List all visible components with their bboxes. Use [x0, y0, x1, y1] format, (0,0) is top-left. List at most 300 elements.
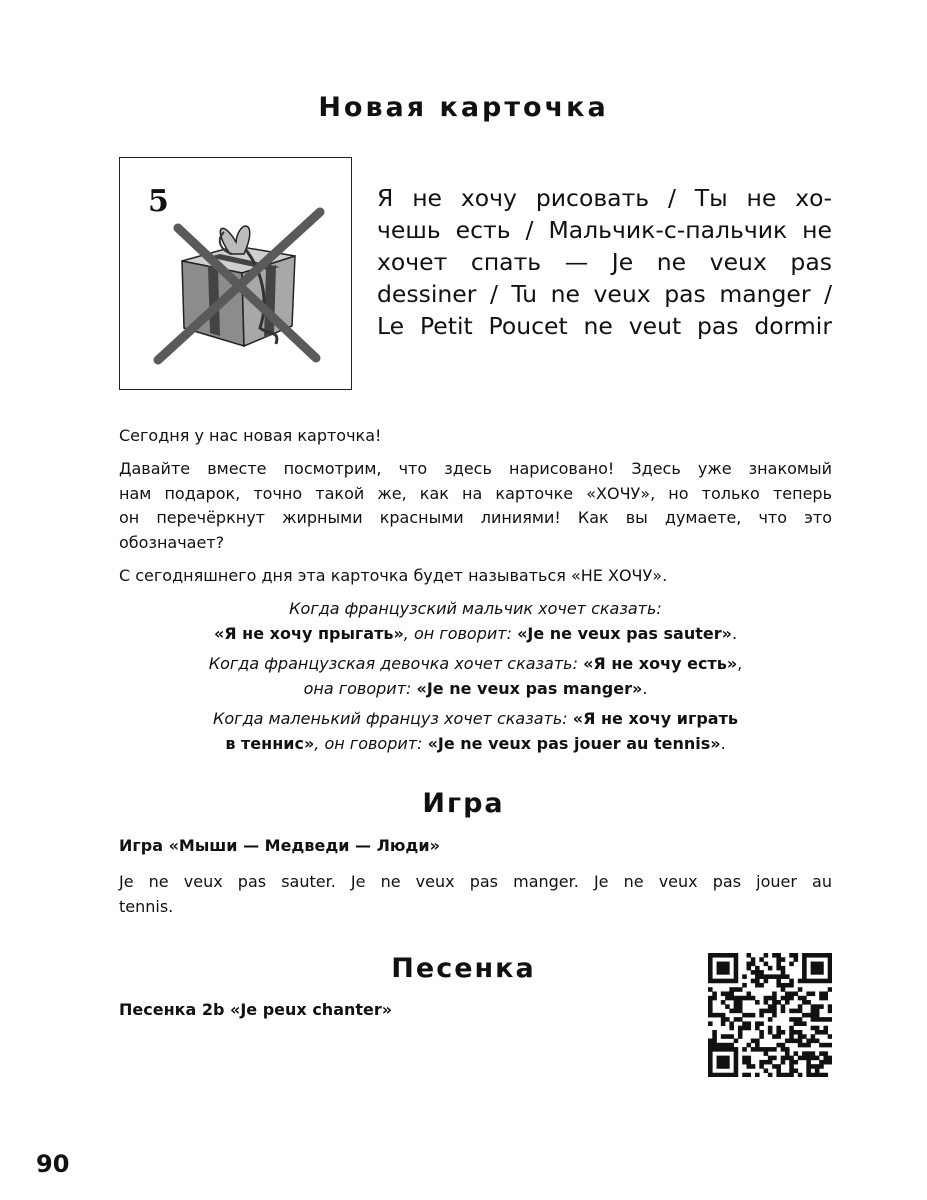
qr-module [828, 1009, 832, 1014]
qr-module [738, 1030, 743, 1035]
qr-module [811, 962, 816, 967]
qr-module [823, 979, 828, 984]
qr-module [712, 996, 717, 1001]
qr-module [776, 983, 781, 988]
paragraph-line: Давайте вместе посмотрим, что здесь нарисовано! Здесь уже знакомый [119, 459, 832, 478]
qr-module [734, 957, 739, 962]
qr-module [725, 966, 730, 971]
qr-module [776, 1030, 781, 1035]
paragraph-line: Je ne veux pas sauter. Je ne veux pas manger. Je ne veux pas jouer au [119, 872, 832, 891]
qr-module [815, 1009, 820, 1014]
qr-module [785, 996, 790, 1001]
qr-module [768, 1026, 773, 1031]
qr-module [828, 962, 832, 967]
qr-module [755, 1000, 760, 1005]
game-name: Игра «Мыши — Медведи — Люди» [119, 836, 440, 855]
qr-module [746, 1064, 751, 1069]
qr-module [755, 1026, 760, 1031]
qr-module [798, 1073, 803, 1077]
qr-module [802, 996, 807, 1001]
qr-module [819, 970, 824, 975]
qr-module [781, 1009, 786, 1014]
qr-module [802, 1056, 807, 1061]
song-name: Песенка 2b «Je peux chanter» [119, 1000, 393, 1019]
qr-module [729, 1047, 734, 1052]
qr-module [708, 1004, 713, 1009]
qr-module [798, 1021, 803, 1026]
intro-paragraph-3: С сегодняшнего дня эта карточка будет называться «НЕ ХОЧУ». [119, 566, 668, 585]
qr-module [734, 979, 739, 984]
qr-module [746, 1026, 751, 1031]
qr-module [742, 1013, 747, 1018]
qr-module [798, 1017, 803, 1022]
qr-module [789, 983, 794, 988]
qr-module [729, 996, 734, 1001]
qr-module [717, 1064, 722, 1069]
qr-module [725, 1064, 730, 1069]
qr-module [708, 1000, 713, 1005]
example-text: , он говорит: [403, 623, 518, 643]
qr-module [776, 953, 781, 958]
qr-module [768, 996, 773, 1001]
qr-module [802, 1000, 807, 1005]
qr-module [785, 991, 790, 996]
qr-module [815, 1068, 820, 1073]
qr-module [772, 1034, 777, 1039]
qr-module [746, 1021, 751, 1026]
qr-module [734, 987, 739, 992]
qr-module [738, 1017, 743, 1022]
qr-module [772, 991, 777, 996]
qr-module [768, 1009, 773, 1014]
qr-module [708, 970, 713, 975]
qr-module [828, 1034, 832, 1039]
qr-module [759, 983, 764, 988]
qr-module [823, 1056, 828, 1061]
qr-module [768, 1017, 773, 1022]
qr-module [819, 1073, 824, 1077]
qr-module [802, 1034, 807, 1039]
qr-module [712, 1043, 717, 1048]
qr-module [768, 1056, 773, 1061]
qr-module [755, 979, 760, 984]
qr-module [712, 1030, 717, 1035]
qr-module [828, 953, 832, 958]
qr-module [785, 1056, 790, 1061]
qr-module [802, 970, 807, 975]
qr-module [729, 1073, 734, 1077]
qr-module [717, 1043, 722, 1048]
example-text: «Je ne veux pas manger» [416, 678, 643, 698]
qr-module [755, 1043, 760, 1048]
qr-module [806, 953, 811, 958]
qr-module [781, 957, 786, 962]
qr-module [717, 979, 722, 984]
qr-module [815, 979, 820, 984]
qr-module [789, 1068, 794, 1073]
qr-module [759, 1009, 764, 1014]
qr-module [819, 1064, 824, 1069]
qr-module [828, 974, 832, 979]
qr-module [772, 974, 777, 979]
qr-module [721, 1000, 726, 1005]
qr-module [755, 1047, 760, 1052]
paragraph-line: нам подарок, точно такой же, как на карточке «ХОЧУ», но только теперь [119, 483, 832, 503]
qr-module [768, 1004, 773, 1009]
qr-module [729, 1009, 734, 1014]
qr-module [729, 1026, 734, 1031]
qr-module [734, 962, 739, 967]
qr-module [746, 991, 751, 996]
qr-module [734, 1068, 739, 1073]
qr-module [802, 979, 807, 984]
qr-module [746, 1073, 751, 1077]
qr-module [764, 974, 769, 979]
qr-module [819, 953, 824, 958]
example-text: «Я не хочу есть» [583, 654, 738, 673]
qr-module [725, 1056, 730, 1061]
qr-module [764, 996, 769, 1001]
qr-module [781, 1073, 786, 1077]
qr-module [721, 1060, 726, 1065]
qr-module [781, 1030, 786, 1035]
crossed-gift-icon [120, 158, 353, 391]
qr-module [708, 1039, 713, 1044]
qr-module [781, 996, 786, 1001]
qr-module [828, 979, 832, 984]
qr-module [734, 966, 739, 971]
qr-module [755, 983, 760, 988]
qr-module [811, 1039, 816, 1044]
qr-module [721, 970, 726, 975]
qr-module [789, 996, 794, 1001]
qr-module [712, 1073, 717, 1077]
qr-module [725, 1017, 730, 1022]
qr-module [789, 979, 794, 984]
qr-module [708, 1064, 713, 1069]
qr-module [746, 1060, 751, 1065]
qr-module [819, 996, 824, 1001]
qr-module [708, 1068, 713, 1073]
qr-module [768, 974, 773, 979]
card-caption [377, 182, 832, 342]
qr-module [815, 1017, 820, 1022]
qr-module [742, 1026, 747, 1031]
qr-module [798, 1030, 803, 1035]
qr-module [802, 962, 807, 967]
qr-module [828, 1004, 832, 1009]
qr-module [721, 1034, 726, 1039]
qr-module [781, 983, 786, 988]
qr-module [789, 1064, 794, 1069]
qr-module [828, 1056, 832, 1061]
qr-module [802, 1021, 807, 1026]
card-caption-line: Le Petit Poucet ne veut pas dormir [377, 312, 832, 340]
card-caption-line: dessiner / Tu ne veux pas manger / [377, 280, 832, 308]
qr-module [819, 1051, 824, 1056]
qr-module [785, 1000, 790, 1005]
qr-module [789, 953, 794, 958]
qr-module [764, 1009, 769, 1014]
qr-module [759, 1013, 764, 1018]
qr-module [789, 1009, 794, 1014]
qr-module [734, 974, 739, 979]
qr-module [802, 1013, 807, 1018]
qr-module [823, 1030, 828, 1035]
qr-module [751, 979, 756, 984]
qr-module [751, 1064, 756, 1069]
qr-module [802, 1051, 807, 1056]
qr-module [802, 966, 807, 971]
qr-module [725, 996, 730, 1001]
qr-module [776, 974, 781, 979]
example-text: . [731, 623, 738, 643]
qr-module [708, 1013, 713, 1018]
qr-module [712, 1034, 717, 1039]
qr-module [776, 1034, 781, 1039]
qr-module [815, 1039, 820, 1044]
qr-module [764, 953, 769, 958]
qr-module [712, 991, 717, 996]
qr-module [746, 962, 751, 967]
qr-module [725, 1034, 730, 1039]
qr-module [828, 1060, 832, 1065]
qr-module [746, 1013, 751, 1018]
qr-module [759, 1034, 764, 1039]
qr-module [721, 1021, 726, 1026]
qr-module [717, 953, 722, 958]
qr-module [815, 1026, 820, 1031]
flashcard [119, 157, 352, 390]
qr-module [789, 1060, 794, 1065]
qr-module [798, 1043, 803, 1048]
qr-module [819, 1043, 824, 1048]
qr-module [806, 1000, 811, 1005]
qr-module [734, 1009, 739, 1014]
qr-module [764, 1060, 769, 1065]
qr-module [789, 1017, 794, 1022]
qr-module [823, 1026, 828, 1031]
qr-module [712, 1039, 717, 1044]
qr-module [794, 1030, 799, 1035]
game-text [119, 870, 832, 919]
qr-module [734, 1000, 739, 1005]
qr-module [721, 953, 726, 958]
qr-module [811, 1013, 816, 1018]
page-title: Новая карточка [318, 92, 609, 123]
qr-module [819, 966, 824, 971]
qr-module [794, 957, 799, 962]
qr-module [781, 1043, 786, 1048]
qr-module [712, 1013, 717, 1018]
qr-module [798, 979, 803, 984]
qr-module [742, 1060, 747, 1065]
qr-module [729, 953, 734, 958]
qr-module [823, 1060, 828, 1065]
qr-module [746, 1056, 751, 1061]
qr-module [789, 991, 794, 996]
qr-module [764, 979, 769, 984]
qr-module [776, 1000, 781, 1005]
qr-module [828, 957, 832, 962]
qr-module [708, 1060, 713, 1065]
qr-module [776, 966, 781, 971]
qr-module [806, 991, 811, 996]
qr-module [772, 1009, 777, 1014]
qr-module [828, 1017, 832, 1022]
qr-module [755, 1021, 760, 1026]
qr-module [794, 1068, 799, 1073]
qr-module [811, 1056, 816, 1061]
qr-module [806, 1013, 811, 1018]
qr-module [768, 1030, 773, 1035]
qr-module [785, 1039, 790, 1044]
qr-module [708, 1009, 713, 1014]
qr-module [755, 966, 760, 971]
paragraph-line: tennis. [119, 896, 174, 916]
qr-module [759, 1047, 764, 1052]
qr-module [819, 979, 824, 984]
qr-module [721, 962, 726, 967]
qr-module [717, 1073, 722, 1077]
qr-module [776, 979, 781, 984]
qr-module [772, 996, 777, 1001]
qr-module [708, 996, 713, 1001]
qr-module [721, 1047, 726, 1052]
qr-module [781, 974, 786, 979]
example-text: «Я не хочу играть [572, 709, 738, 728]
qr-module [828, 1043, 832, 1048]
qr-module [734, 1051, 739, 1056]
card-number: 5 [148, 184, 169, 219]
qr-module [819, 962, 824, 967]
qr-module [759, 1021, 764, 1026]
qr-module [738, 1004, 743, 1009]
qr-module [725, 962, 730, 967]
qr-module [734, 1004, 739, 1009]
qr-module [734, 1073, 739, 1077]
example-text: Когда французская девочка хочет сказать: [208, 654, 584, 673]
qr-module [815, 966, 820, 971]
card-caption-line: чешь есть / Мальчик-с-пальчик не [377, 216, 832, 244]
qr-module [738, 1026, 743, 1031]
example-3 [119, 707, 832, 756]
qr-module [789, 962, 794, 967]
qr-module [794, 1021, 799, 1026]
qr-module [729, 987, 734, 992]
example-text: в теннис» [225, 733, 315, 753]
qr-module [776, 1064, 781, 1069]
qr-module [721, 1064, 726, 1069]
qr-module [708, 1021, 713, 1026]
qr-module [781, 987, 786, 992]
qr-module [742, 1056, 747, 1061]
qr-module [798, 1056, 803, 1061]
example-text: . [642, 678, 648, 698]
paragraph-line: он перечёркнут жирными красными линиями! Как вы думаете, что это [119, 508, 832, 527]
qr-module [751, 1039, 756, 1044]
qr-module [729, 979, 734, 984]
qr-module [806, 979, 811, 984]
qr-module [746, 1043, 751, 1048]
qr-module [725, 991, 730, 996]
qr-module [772, 953, 777, 958]
qr-module [806, 1064, 811, 1069]
qr-module [721, 1017, 726, 1022]
song-heading: Песенка [391, 953, 536, 984]
example-text: она говорит: [303, 678, 417, 698]
qr-module [708, 1073, 713, 1077]
qr-module [828, 966, 832, 971]
qr-module [742, 1073, 747, 1077]
qr-module [712, 979, 717, 984]
qr-module [708, 974, 713, 979]
qr-module [717, 970, 722, 975]
qr-module [717, 1056, 722, 1061]
qr-module [734, 953, 739, 958]
example-text: «Je ne veux pas sauter» [517, 623, 732, 643]
qr-module [768, 1073, 773, 1077]
qr-module [819, 1030, 824, 1035]
qr-module [789, 1056, 794, 1061]
qr-module [759, 974, 764, 979]
qr-module [811, 1009, 816, 1014]
qr-module [811, 991, 816, 996]
qr-module [815, 1073, 820, 1077]
qr-module [734, 1017, 739, 1022]
qr-module [708, 962, 713, 967]
qr-module [708, 953, 713, 958]
qr-module [789, 1034, 794, 1039]
qr-module [768, 966, 773, 971]
qr-module [806, 1043, 811, 1048]
qr-module [781, 1056, 786, 1061]
qr-module [729, 1043, 734, 1048]
qr-module [806, 1073, 811, 1077]
qr-module [811, 953, 816, 958]
qr-module [823, 1073, 828, 1077]
example-text: Когда маленький француз хочет сказать: [213, 709, 573, 728]
qr-module [789, 1030, 794, 1035]
card-caption-line: хочет спать — Je ne veux pas [377, 248, 832, 276]
qr-module [738, 996, 743, 1001]
qr-module [772, 1004, 777, 1009]
qr-module [725, 970, 730, 975]
qr-module [806, 1056, 811, 1061]
qr-module [781, 1060, 786, 1065]
qr-module [815, 1013, 820, 1018]
qr-module [734, 996, 739, 1001]
qr-module [815, 953, 820, 958]
qr-module [794, 1009, 799, 1014]
qr-module [772, 1013, 777, 1018]
qr-module [717, 1013, 722, 1018]
qr-module [721, 1056, 726, 1061]
example-2 [119, 652, 832, 701]
qr-module [794, 1060, 799, 1065]
qr-code-icon[interactable] [708, 953, 832, 1077]
qr-module [828, 970, 832, 975]
qr-module [708, 1056, 713, 1061]
qr-module [811, 1004, 816, 1009]
qr-module [755, 970, 760, 975]
qr-module [712, 953, 717, 958]
qr-module [755, 1073, 760, 1077]
qr-module [781, 966, 786, 971]
qr-module [751, 1047, 756, 1052]
qr-module [811, 1034, 816, 1039]
qr-module [751, 970, 756, 975]
